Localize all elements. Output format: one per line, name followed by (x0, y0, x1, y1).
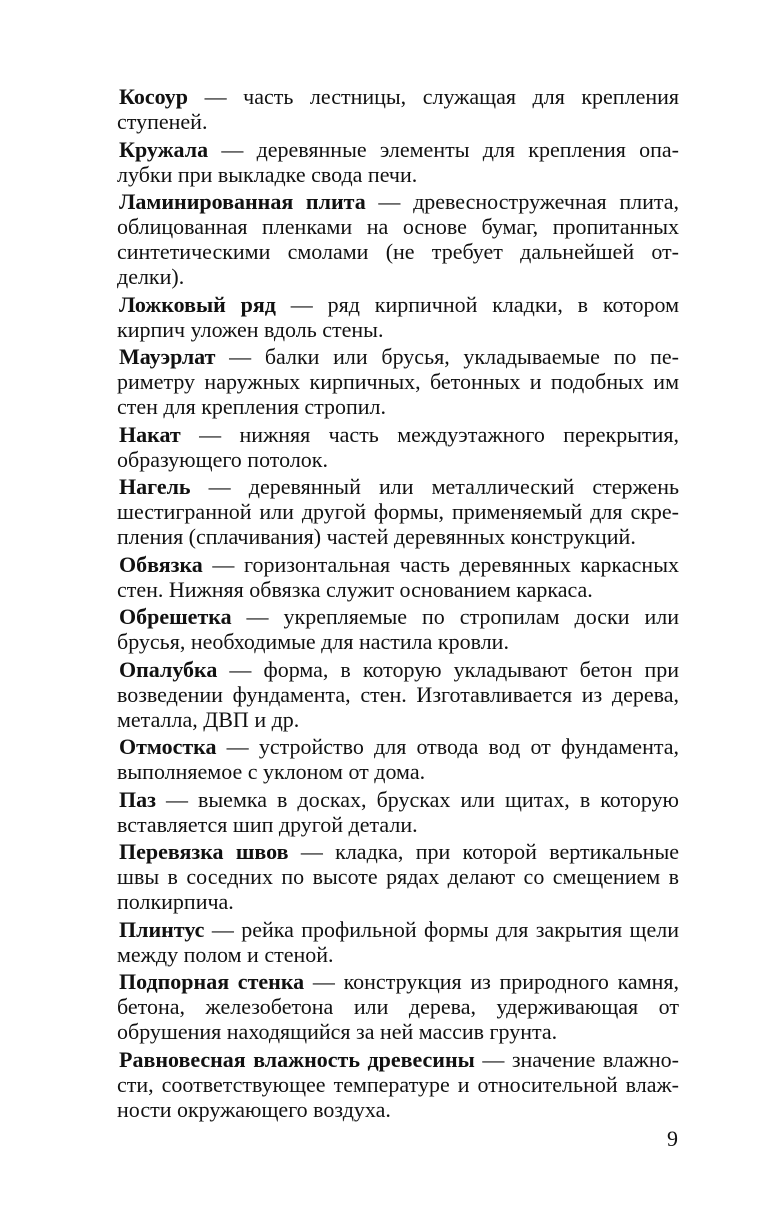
glossary-term: Обрешетка (119, 604, 232, 629)
glossary-term: Нагель (119, 474, 191, 499)
glossary-definition: — значение влажности, соответствующее температуре и относительной влажности окружающего воздуха. (117, 1046, 679, 1122)
glossary-entry-retaining-wall (117, 969, 679, 1044)
glossary-entry-nagel (117, 474, 679, 549)
glossary-definition: — горизонтальная часть деревянных каркасных стен. Нижняя обвязка служит основанием каркаса. (117, 551, 679, 602)
glossary-term: Плинтус (119, 916, 205, 942)
glossary-term: Ложковый ряд (119, 291, 276, 317)
glossary-entry-mauerlat (117, 344, 679, 419)
glossary-term: Ламинированная плита (119, 189, 366, 214)
glossary-definition: — рейка профильной формы для закрытия щели между полом и стеной. (117, 916, 679, 967)
glossary-definition: — балки или брусья, укладываемые по периметру наружных кирпичных, бетонных и подобных им стен для крепления стропил. (117, 344, 679, 419)
glossary-term: Равновесная влажность древесины (119, 1046, 475, 1072)
glossary-entry-paz (117, 787, 679, 837)
glossary-definition: — форма, в которую укладывают бетон при возведении фундамента, стен. Изготавливается из дерева, металла, ДВП и др. (117, 656, 679, 732)
glossary-term: Мауэрлат (119, 344, 216, 369)
glossary-definition: — нижняя часть междуэтажного перекрытия, образующего потолок. (117, 421, 679, 472)
glossary-term: Косоур (119, 84, 189, 109)
glossary-term: Обвязка (119, 551, 203, 577)
glossary-entry-equilibrium-moisture (117, 1047, 679, 1122)
glossary-entry-stretcher-course (117, 292, 679, 342)
glossary-term: Кружала (119, 136, 209, 162)
glossary-entry-otmostka (117, 734, 679, 784)
glossary-definition: — деревянный или металлический стержень шестигранной или другой формы, применяемый для скрепления (сплачивания) частей деревянных конструкций. (117, 474, 679, 549)
glossary-term: Паз (119, 786, 156, 812)
glossary-definition: — конструкция из природного камня, бетона, железобетона или дерева, удерживающая от обрушения находящийся за ней массив грунта. (117, 969, 680, 1044)
glossary-page (117, 84, 679, 1124)
glossary-entry-obreshetka (117, 604, 679, 654)
glossary-definition: — выемка в досках, брусках или щитах, в которую вставляется шип другой детали. (117, 786, 679, 837)
glossary-entry-opalubka (117, 657, 679, 732)
glossary-entry-perevyazka-shvov (117, 839, 679, 914)
glossary-definition: — часть лестницы, служащая для крепления ступеней. (117, 84, 679, 134)
glossary-definition: — устройство для отвода вод от фундамента, выполняемое с уклоном от дома. (117, 734, 679, 784)
glossary-entry-kruzhala (117, 137, 679, 187)
glossary-entry-laminated-board (117, 189, 679, 289)
glossary-definition: — кладка, при которой вертикальные швы в соседних по высоте рядах делают со смещением в полкирпича. (117, 839, 680, 914)
glossary-definition: — укрепляемые по стропилам доски или брусья, необходимые для настила кровли. (117, 604, 679, 654)
glossary-term: Накат (119, 421, 181, 447)
page-number: 9 (667, 1126, 678, 1151)
glossary-term: Опалубка (119, 656, 218, 682)
glossary-entry-plintus (117, 917, 679, 967)
glossary-definition: — ряд кирпичной кладки, в котором кирпич уложен вдоль стены. (117, 291, 680, 342)
glossary-entry-obvyazka (117, 552, 679, 602)
glossary-entry-kosour (117, 84, 679, 134)
glossary-entry-nakat (117, 422, 679, 472)
glossary-term: Подпорная стенка (119, 969, 305, 994)
glossary-term: Перевязка швов (119, 839, 289, 864)
glossary-term: Отмостка (119, 734, 217, 759)
glossary-definition: — древесностружечная плита, облицованная пленками на основе бумаг, пропитанных синтетическими смолами (не требует дальнейшей отделки). (117, 189, 679, 289)
glossary-definition: — деревянные элементы для крепления опалубки при выкладке свода печи. (117, 136, 679, 187)
